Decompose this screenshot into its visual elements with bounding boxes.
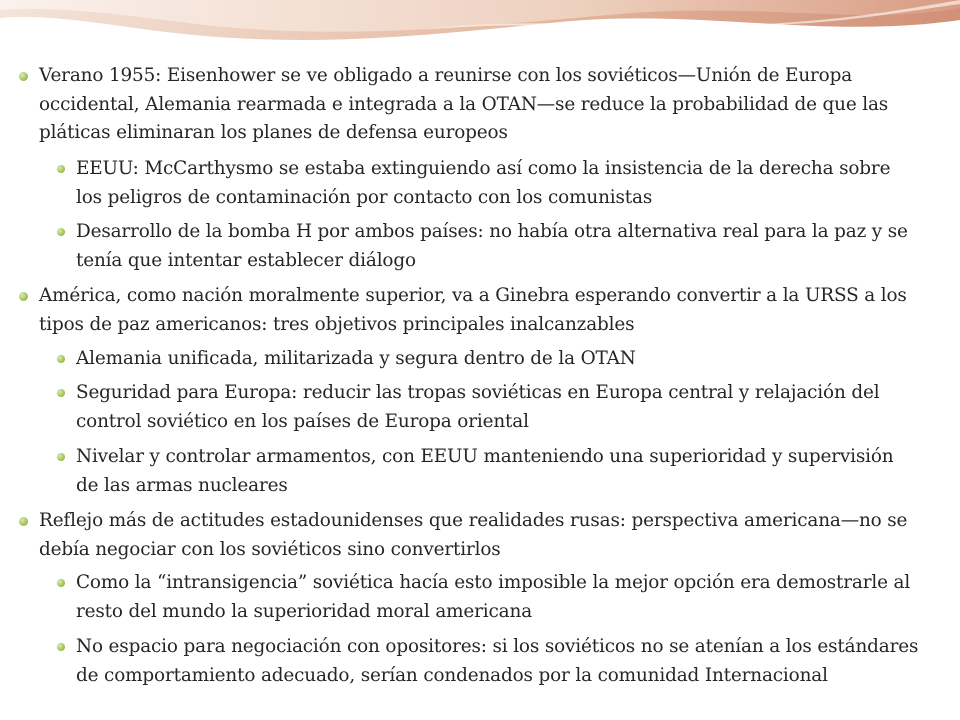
- bullet-item: [19, 62, 919, 148]
- bullet-icon: [57, 165, 65, 173]
- bullet-text: Alemania unificada, militarizada y segura dentro de la OTAN: [76, 348, 636, 369]
- sub-bullet-item: [57, 155, 919, 212]
- bullet-text: Nivelar y controlar armamentos, con EEUU manteniendo una superioridad y supervisión de las armas nucleares: [76, 446, 894, 496]
- bullet-icon: [19, 72, 28, 81]
- bullet-text: Seguridad para Europa: reducir las tropas soviéticas en Europa central y relajación del control soviético en los países de Europa oriental: [76, 382, 880, 432]
- sub-bullet-item: [57, 345, 919, 374]
- bullet-item: [19, 507, 919, 564]
- sub-bullet-item: [57, 633, 919, 690]
- decorative-header-wave: [0, 0, 960, 60]
- bullet-text: Verano 1955: Eisenhower se ve obligado a reunirse con los soviéticos—Unión de Europa occidental, Alemania rearmada e integrada a la OTAN—se reduce la probabilidad de que las pláticas eliminaran los planes de defensa europeos: [39, 65, 889, 143]
- bullet-text: Desarrollo de la bomba H por ambos países: no había otra alternativa real para la paz y se tenía que intentar establecer diálogo: [76, 221, 908, 271]
- bullet-icon: [57, 389, 65, 397]
- bullet-icon: [57, 453, 65, 461]
- bullet-icon: [19, 517, 28, 526]
- bullet-text: No espacio para negociación con opositores: si los soviéticos no se atenían a los estándares de comportamiento adecuado, serían condenados por la comunidad Internacional: [76, 636, 919, 686]
- bullet-icon: [57, 355, 65, 363]
- bullet-text: EEUU: McCarthysmo se estaba extinguiendo así como la insistencia de la derecha sobre los peligros de contaminación por contacto con los comunistas: [76, 158, 891, 208]
- bullet-text: América, como nación moralmente superior, va a Ginebra esperando convertir a la URSS a los tipos de paz americanos: tres objetivos principales inalcanzables: [39, 285, 907, 335]
- bullet-text: Como la “intransigencia” soviética hacía esto imposible la mejor opción era demostrarle al resto del mundo la superioridad moral americana: [76, 572, 911, 622]
- bullet-icon: [19, 292, 28, 301]
- sub-bullet-item: [57, 218, 919, 275]
- bullet-icon: [57, 228, 65, 236]
- bullet-icon: [57, 643, 65, 651]
- sub-bullet-item: [57, 569, 919, 626]
- bullet-icon: [57, 579, 65, 587]
- sub-bullet-item: [57, 443, 919, 500]
- bullet-item: [19, 282, 919, 339]
- bullet-text: Reflejo más de actitudes estadounidenses que realidades rusas: perspectiva americana—no se debía negociar con los soviéticos sino convertirlos: [39, 510, 908, 560]
- sub-bullet-item: [57, 379, 919, 436]
